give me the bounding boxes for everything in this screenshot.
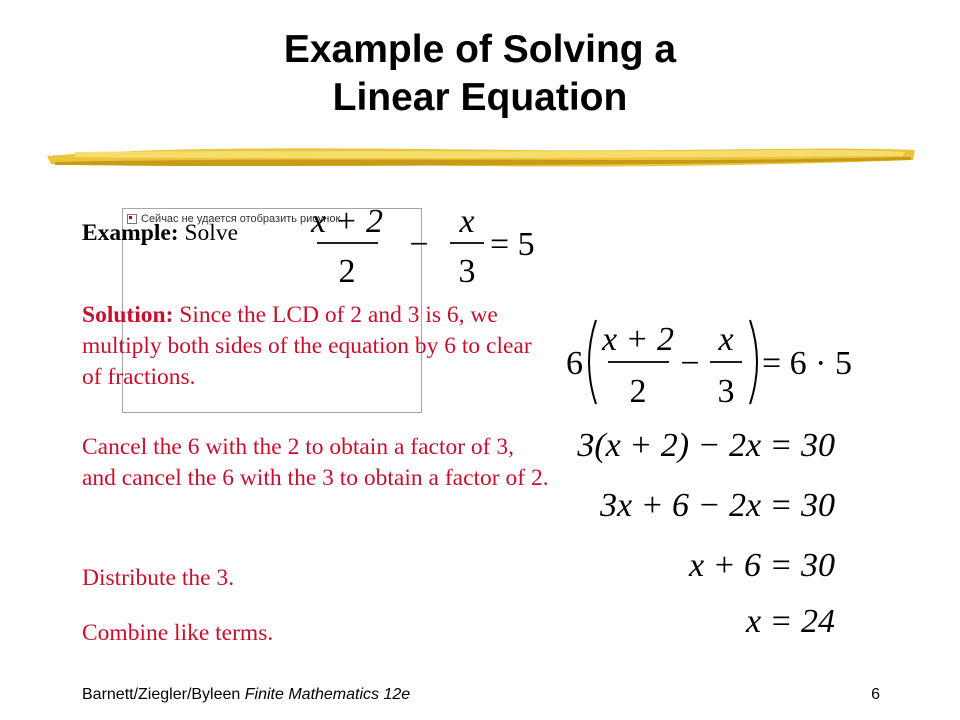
given-denominator-1: 2: [338, 253, 356, 290]
cancel-step-text: Cancel the 6 with the 2 to obtain a factor of 3, and cancel the 6 with the 3 to obtain a factor of 2.: [82, 434, 549, 491]
title-line-2: Linear Equation: [332, 76, 628, 119]
title-line-1: Example of Solving a: [283, 28, 677, 71]
equation-step-3: [560, 420, 840, 470]
page-number: 6: [871, 686, 880, 703]
multiplied-rhs: = 6 · 5: [762, 345, 852, 382]
given-minus: −: [409, 226, 429, 263]
combine-step-text: Combine like terms.: [82, 620, 274, 646]
given-numerator-1: x + 2: [310, 203, 384, 240]
equation-step-4: [560, 480, 840, 530]
equation-step-5: [560, 540, 840, 590]
multiplied-denominator-2: 3: [717, 373, 735, 410]
given-rhs: = 5: [490, 226, 535, 263]
footer-book-title: Finite Mathematics 12e: [244, 686, 411, 703]
equation-multiplied: [566, 312, 866, 412]
footer-authors: Barnett/Ziegler/Byleen: [82, 686, 241, 703]
step-6-text: x = 24: [745, 603, 835, 640]
solution-label: Solution:: [82, 302, 174, 328]
example-label: Example:: [82, 220, 179, 246]
multiplied-numerator-2: x: [718, 321, 734, 358]
given-numerator-2: x: [459, 203, 475, 240]
step-3-text: 3(x + 2) − 2x = 30: [577, 427, 835, 464]
equation-given: [312, 190, 542, 290]
solution-text: Since the LCD of 2 and 3 is 6, we multiply both sides of the equation by 6 to clear of fractions.: [82, 302, 532, 390]
multiplied-numerator-1: x + 2: [601, 321, 675, 358]
step-5-text: x + 6 = 30: [689, 547, 835, 584]
solution-paragraph: [82, 300, 552, 393]
given-denominator-2: 3: [458, 253, 476, 290]
placeholder-message: Сейчас не удается отобразить рисунок.: [141, 213, 344, 225]
slide-title: [140, 26, 820, 122]
multiplied-minus: −: [680, 345, 700, 382]
multiplied-denominator-1: 2: [629, 373, 647, 410]
equation-step-6: [560, 596, 840, 646]
footer-citation: [82, 686, 410, 704]
multiplied-coefficient: 6: [566, 345, 583, 382]
example-text: Solve: [184, 220, 239, 246]
step-4-text: 3x + 6 − 2x = 30: [599, 487, 835, 524]
title-underline-brushstroke: [45, 138, 917, 172]
distribute-step-text: Distribute the 3.: [82, 565, 235, 591]
